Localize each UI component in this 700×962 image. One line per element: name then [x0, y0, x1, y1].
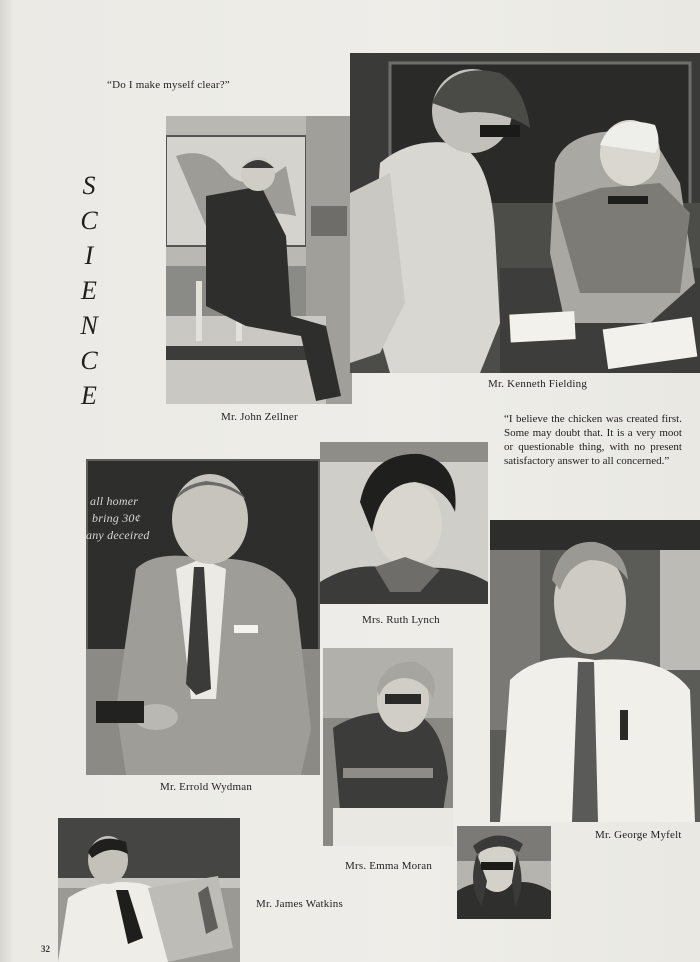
quote-chicken: “I believe the chicken was created first. Some may doubt that. It is a very moot or questionable thing, with no present satisfactory answer to all concerned.”	[504, 413, 682, 467]
photo-james-watkins	[58, 818, 240, 962]
caption-john-zellner: Mr. John Zellner	[221, 411, 298, 423]
title-letter: C	[80, 346, 98, 375]
title-letter: C	[80, 206, 98, 235]
caption-emma-moran: Mrs. Emma Moran	[345, 860, 433, 872]
caption-kenneth-fielding: Mr. Kenneth Fielding	[488, 378, 588, 390]
quote-do-i-make-myself-clear: “Do I make myself clear?”	[107, 79, 230, 91]
caption-james-watkins: Mr. James Watkins	[256, 898, 343, 910]
photo-john-zellner	[166, 116, 352, 404]
title-letter: N	[80, 311, 98, 340]
title-letter: E	[81, 381, 97, 410]
title-letter: I	[84, 241, 94, 270]
title-letter: E	[81, 276, 97, 305]
caption-errold-wydman: Mr. Errold Wydman	[160, 781, 253, 793]
title-letter: S	[82, 171, 96, 200]
photo-woman-cap	[457, 826, 551, 919]
chalk-line: bring 30¢	[92, 511, 141, 525]
section-title-science	[78, 168, 100, 413]
page-number: 32	[41, 944, 50, 954]
photo-ruth-lynch	[320, 442, 488, 604]
chalk-line: any deceired	[86, 528, 150, 542]
photo-emma-moran	[323, 648, 453, 846]
caption-george-myfelt: Mr. George Myfelt	[595, 829, 682, 841]
chalk-line: all homer	[90, 494, 139, 508]
photo-kenneth-fielding	[350, 53, 700, 373]
photo-george-myfelt	[490, 520, 700, 822]
caption-ruth-lynch: Mrs. Ruth Lynch	[362, 614, 440, 626]
